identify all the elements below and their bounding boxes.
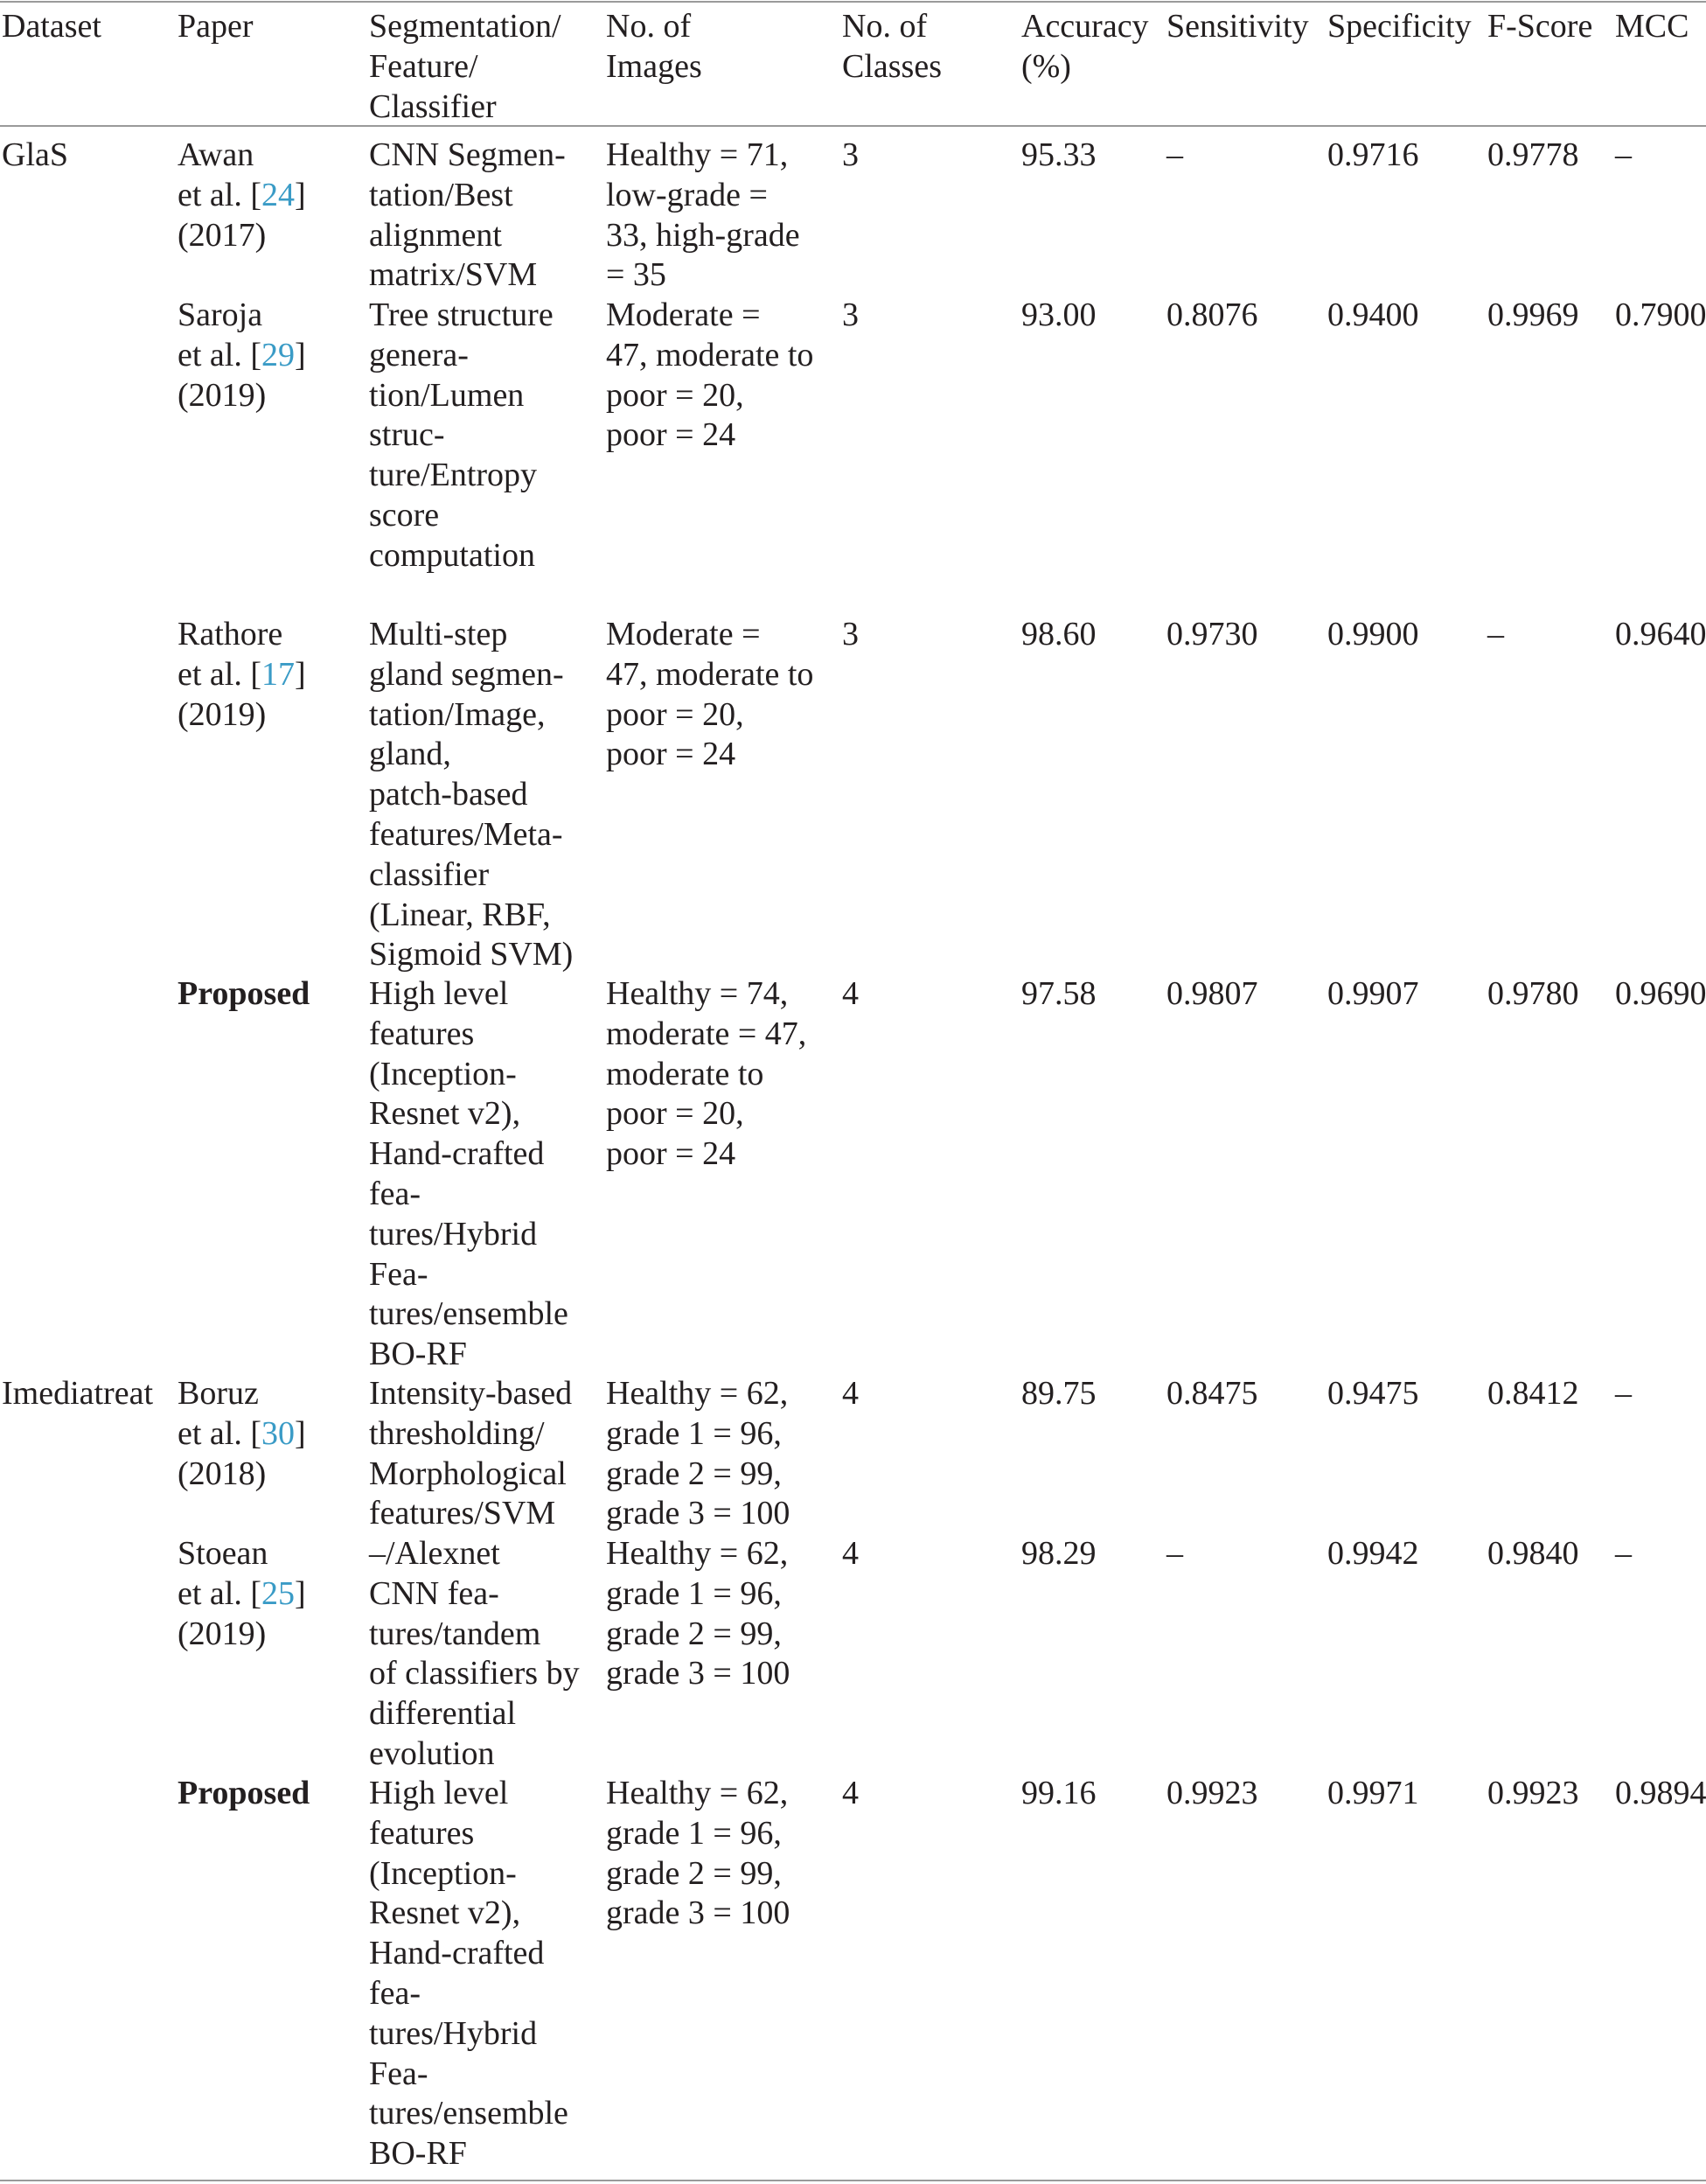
cell-classes: 3: [842, 616, 859, 652]
cell-specificity: 0.9475: [1327, 1375, 1419, 1412]
cell-dataset: GlaS: [2, 136, 68, 173]
paper-authors: Rathore et al. [: [178, 616, 283, 693]
cell-classes: 4: [842, 1535, 859, 1572]
cell-classes: 4: [842, 1775, 859, 1811]
header-specificity: Specificity: [1327, 8, 1472, 45]
cell-mcc: –: [1615, 1375, 1632, 1412]
cell-accuracy: 98.60: [1021, 616, 1097, 652]
paper-year: ] (2019): [178, 655, 306, 733]
cell-sensitivity: 0.8076: [1166, 297, 1258, 333]
cell-fscore: 0.9778: [1487, 136, 1579, 173]
cell-fscore: 0.9923: [1487, 1775, 1579, 1811]
paper-year: ] (2019): [178, 336, 306, 414]
citation-link[interactable]: 25: [261, 1574, 296, 1612]
cell-paper: [178, 615, 306, 735]
header-paper: Paper: [178, 8, 254, 45]
cell-mcc: –: [1615, 136, 1632, 173]
cell-segmentation: Multi-step gland segmen- tation/Image, gland, patch-based features/Meta- classifier (Linear, RBF, Sigmoid SVM): [369, 616, 574, 973]
cell-mcc: 0.7900: [1615, 297, 1706, 333]
cell-classes: 3: [842, 297, 859, 333]
citation-link[interactable]: 24: [261, 176, 296, 213]
cell-segmentation: High level features (Inception- Resnet v2), Hand-crafted fea- tures/Hybrid Fea- tures/ensemble BO-RF: [369, 1775, 568, 2173]
cell-classes: 4: [842, 975, 859, 1012]
cell-fscore: –: [1487, 616, 1504, 652]
cell-images: Moderate = 47, moderate to poor = 20, poor = 24: [606, 616, 814, 773]
header-classes: No. of Classes: [842, 8, 942, 85]
cell-classes: 4: [842, 1375, 859, 1412]
cell-segmentation: High level features (Inception- Resnet v2), Hand-crafted fea- tures/Hybrid Fea- tures/ensemble BO-RF: [369, 975, 568, 1373]
cell-paper: [178, 1374, 306, 1494]
header-dataset: Dataset: [2, 8, 101, 45]
cell-sensitivity: 0.9923: [1166, 1775, 1258, 1811]
cell-accuracy: 98.29: [1021, 1535, 1097, 1572]
table-top-rule: [0, 1, 1706, 3]
cell-specificity: 0.9716: [1327, 136, 1419, 173]
cell-images: Healthy = 62, grade 1 = 96, grade 2 = 99, grade 3 = 100: [606, 1535, 790, 1692]
paper-year: ] (2017): [178, 176, 306, 254]
paper-year: ] (2018): [178, 1414, 306, 1492]
cell-sensitivity: –: [1166, 136, 1183, 173]
cell-paper: [178, 136, 306, 255]
cell-fscore: 0.9840: [1487, 1535, 1579, 1572]
table-bottom-rule: [0, 2180, 1706, 2181]
paper-authors: Awan et al. [: [178, 136, 262, 213]
cell-segmentation: CNN Segmen- tation/Best alignment matrix/SVM: [369, 136, 566, 294]
header-sensitivity: Sensitivity: [1166, 8, 1309, 45]
cell-segmentation: Tree structure genera- tion/Lumen struc- ture/Entropy score computation: [369, 297, 554, 574]
cell-images: Moderate = 47, moderate to poor = 20, poor = 24: [606, 297, 814, 454]
paper-authors: Stoean et al. [: [178, 1535, 268, 1612]
cell-accuracy: 89.75: [1021, 1375, 1097, 1412]
citation-link[interactable]: 30: [261, 1414, 296, 1452]
cell-accuracy: 97.58: [1021, 975, 1097, 1012]
cell-fscore: 0.9969: [1487, 297, 1579, 333]
header-segmentation: Segmentation/ Feature/ Classifier: [369, 8, 561, 125]
cell-accuracy: 93.00: [1021, 297, 1097, 333]
cell-images: Healthy = 74, moderate = 47, moderate to poor = 20, poor = 24: [606, 975, 807, 1173]
cell-specificity: 0.9400: [1327, 297, 1419, 333]
cell-images: Healthy = 71, low-grade = 33, high-grade = 35: [606, 136, 800, 294]
cell-fscore: 0.8412: [1487, 1375, 1579, 1412]
header-bottom-rule: [0, 125, 1706, 127]
cell-sensitivity: –: [1166, 1535, 1183, 1572]
cell-mcc: 0.9640: [1615, 616, 1706, 652]
cell-specificity: 0.9907: [1327, 975, 1419, 1012]
cell-sensitivity: 0.9730: [1166, 616, 1258, 652]
cell-specificity: 0.9971: [1327, 1775, 1419, 1811]
cell-mcc: –: [1615, 1535, 1632, 1572]
cell-specificity: 0.9942: [1327, 1535, 1419, 1572]
cell-paper: [178, 296, 306, 415]
citation-link[interactable]: 29: [261, 336, 296, 373]
paper-authors: Saroja et al. [: [178, 297, 263, 373]
cell-images: Healthy = 62, grade 1 = 96, grade 2 = 99, grade 3 = 100: [606, 1375, 790, 1532]
cell-mcc: 0.9894: [1615, 1775, 1706, 1811]
cell-fscore: 0.9780: [1487, 975, 1579, 1012]
cell-accuracy: 95.33: [1021, 136, 1097, 173]
citation-link[interactable]: 17: [261, 655, 296, 693]
cell-images: Healthy = 62, grade 1 = 96, grade 2 = 99, grade 3 = 100: [606, 1775, 790, 1932]
cell-dataset: Imediatreat: [2, 1375, 154, 1412]
header-fscore: F-Score: [1487, 8, 1593, 45]
paper-authors: Boruz et al. [: [178, 1375, 262, 1452]
header-images: No. of Images: [606, 8, 702, 85]
cell-specificity: 0.9900: [1327, 616, 1419, 652]
cell-paper: Proposed: [178, 1775, 310, 1811]
cell-paper: [178, 1534, 306, 1654]
cell-paper: Proposed: [178, 975, 310, 1012]
cell-accuracy: 99.16: [1021, 1775, 1097, 1811]
cell-sensitivity: 0.8475: [1166, 1375, 1258, 1412]
header-accuracy: Accuracy (%): [1021, 8, 1149, 85]
cell-classes: 3: [842, 136, 859, 173]
cell-sensitivity: 0.9807: [1166, 975, 1258, 1012]
paper-year: ] (2019): [178, 1574, 306, 1652]
header-mcc: MCC: [1615, 8, 1689, 45]
cell-mcc: 0.9690: [1615, 975, 1706, 1012]
cell-segmentation: –/Alexnet CNN fea- tures/tandem of classifiers by differential evolution: [369, 1535, 580, 1772]
cell-segmentation: Intensity-based thresholding/ Morphological features/SVM: [369, 1375, 573, 1532]
